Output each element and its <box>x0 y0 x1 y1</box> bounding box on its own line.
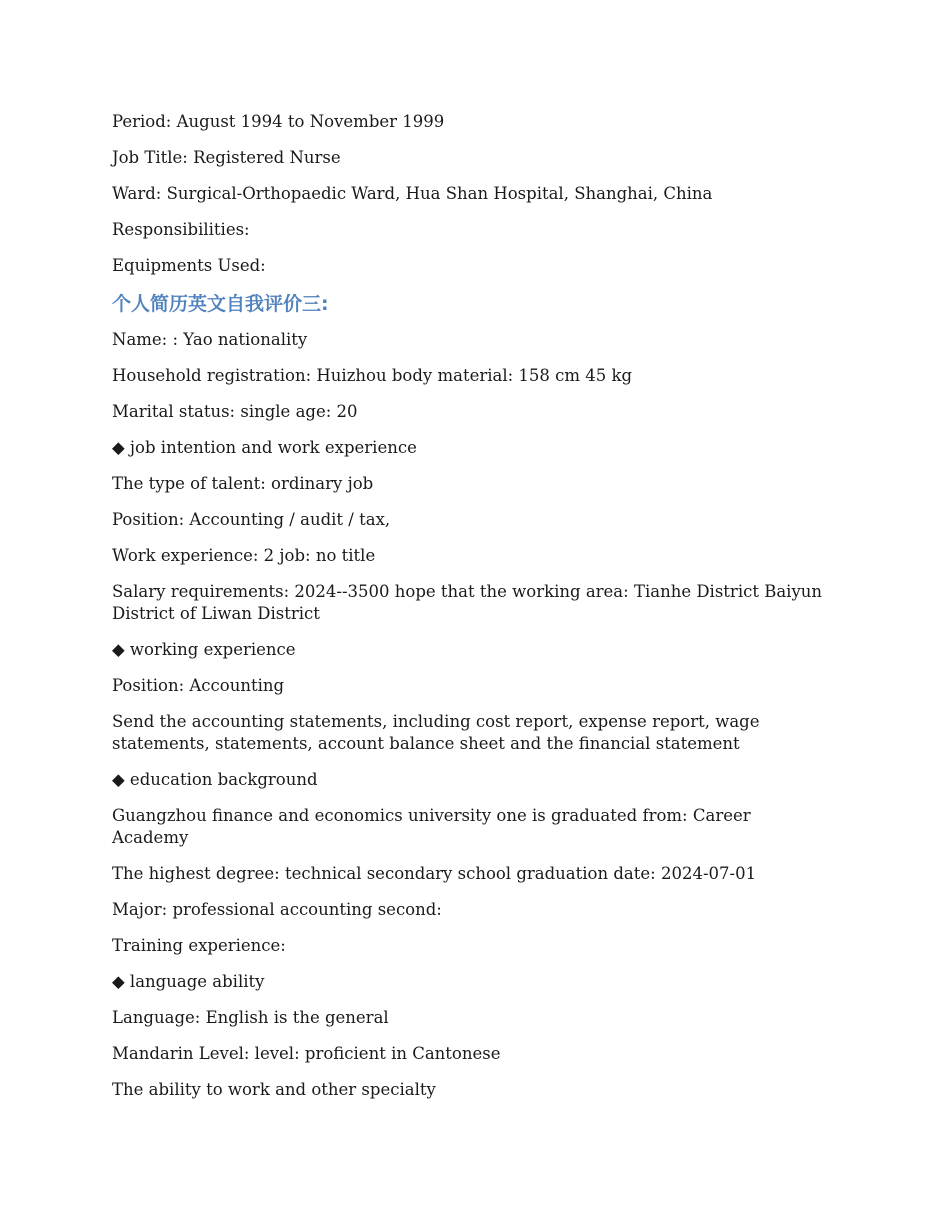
working-experience-section-title: ◆ working experience <box>112 640 296 659</box>
position-line: Position: Accounting / audit / tax, <box>112 510 391 529</box>
marital-status-line: Marital status: single age: 20 <box>112 402 358 421</box>
section-heading: 个人简历英文自我评价三: <box>112 293 329 315</box>
household-line: Household registration: Huizhou body material: 158 cm 45 kg <box>112 366 633 385</box>
ward-line: Ward: Surgical-Orthopaedic Ward, Hua Shan Hospital, Shanghai, China <box>112 184 713 203</box>
job-title-line: Job Title: Registered Nurse <box>112 148 341 167</box>
ability-line: The ability to work and other specialty <box>112 1080 436 1099</box>
job-intention-section-title: ◆ job intention and work experience <box>112 438 417 457</box>
salary-line: Salary requirements: 2024--3500 hope that the working area: Tianhe District Baiyun District of Liwan District <box>112 582 823 623</box>
document-page <box>112 111 824 1115</box>
education-section-title: ◆ education background <box>112 770 318 789</box>
name-line: Name: : Yao nationality <box>112 330 308 349</box>
mandarin-line: Mandarin Level: level: proficient in Cantonese <box>112 1044 501 1063</box>
language-line: Language: English is the general <box>112 1008 389 1027</box>
talent-type-line: The type of talent: ordinary job <box>112 474 374 493</box>
position-accounting-line: Position: Accounting <box>112 676 285 695</box>
responsibilities-line: Responsibilities: <box>112 220 250 239</box>
degree-line: The highest degree: technical secondary school graduation date: 2024-07-01 <box>112 864 757 883</box>
language-section-title: ◆ language ability <box>112 972 265 991</box>
university-line: Guangzhou finance and economics university one is graduated from: Career Academy <box>112 806 751 847</box>
major-line: Major: professional accounting second: <box>112 900 442 919</box>
equipments-line: Equipments Used: <box>112 256 266 275</box>
training-line: Training experience: <box>112 936 286 955</box>
statements-line: Send the accounting statements, including cost report, expense report, wage statements, statements, account balance sheet and the financial statement <box>112 712 760 753</box>
period-line: Period: August 1994 to November 1999 <box>112 112 445 131</box>
work-experience-line: Work experience: 2 job: no title <box>112 546 376 565</box>
